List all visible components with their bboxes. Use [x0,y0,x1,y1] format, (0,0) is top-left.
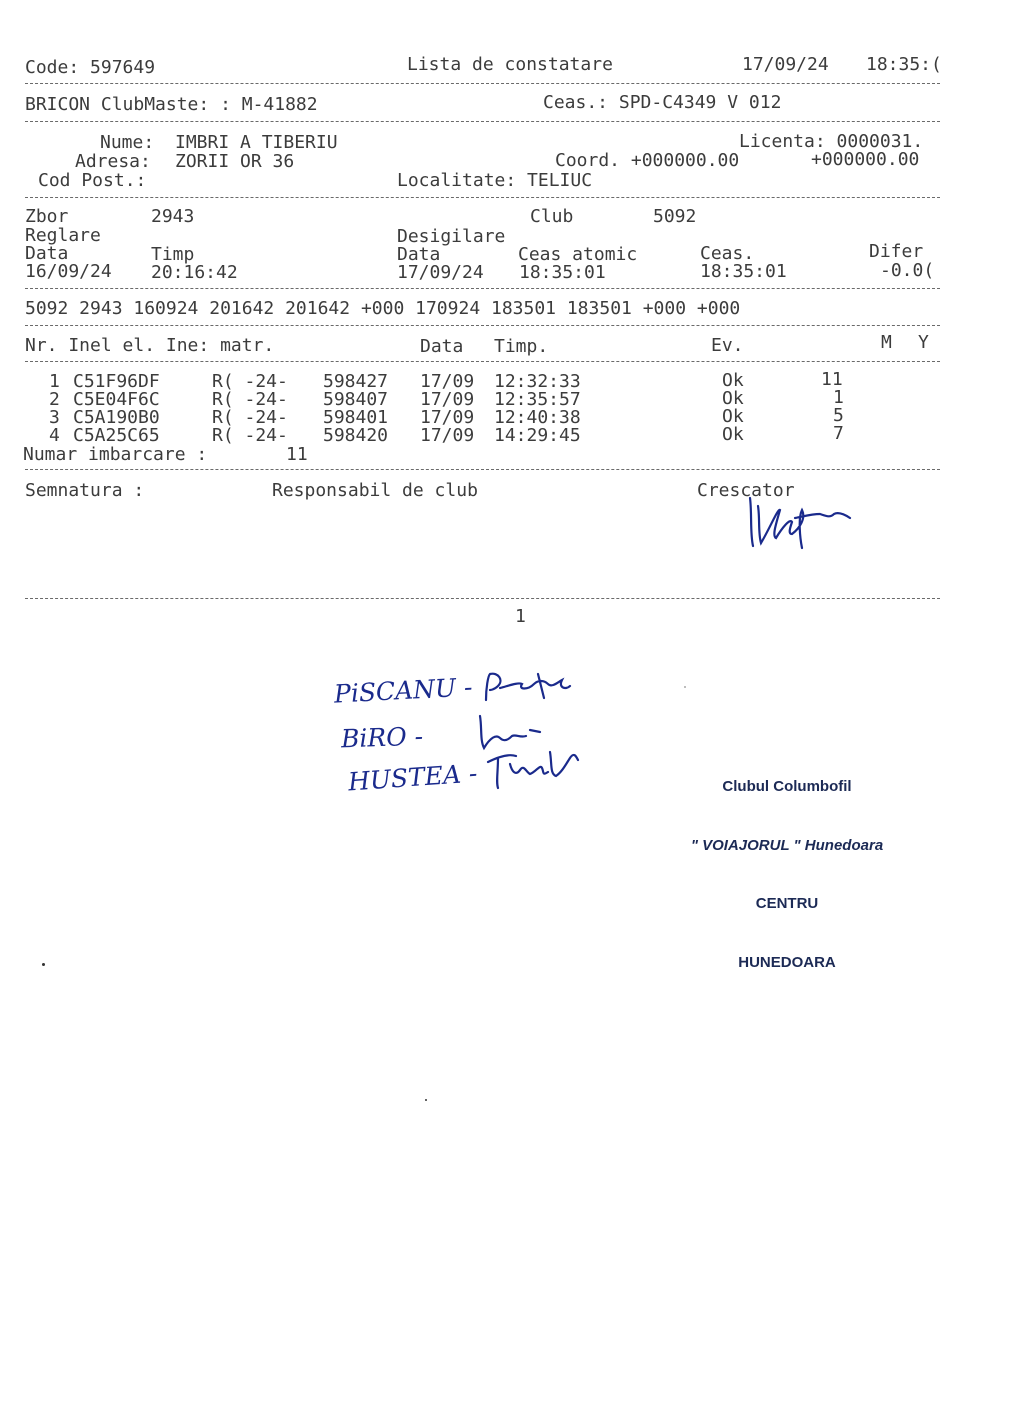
row-date: 17/09 [420,371,475,392]
row-nr: 4 [49,425,60,446]
row-number: 598420 [323,425,389,446]
address-label: Adresa: [75,151,151,172]
handwritten-name-3: HUSTEA - [347,758,479,797]
row-ring: C5E04F6C [73,389,160,410]
row-m: 11 [821,369,843,390]
address-value: ZORII OR 36 [175,151,295,172]
header-data: Data [420,336,464,357]
row-number: 598407 [323,389,389,410]
row-nr: 3 [49,407,60,428]
stamp-line-2: " VOIAJORUL " Hunedoara [690,836,884,854]
header-ev: Ev. [711,335,744,356]
signature-piscanu [478,668,578,708]
code-line: 5092 2943 160924 201642 201642 +000 170924 183501 183501 +000 +000 [25,298,741,319]
stamp-line-3: CENTRU [755,895,819,912]
divider [25,469,940,470]
club-value: 5092 [653,206,697,227]
row-time: 12:32:33 [494,371,581,392]
row-ring: C5A25C65 [73,425,160,446]
coord-second: +000000.00 [811,149,920,170]
reglare-label: Reglare [25,225,101,246]
boarding-value: 11 [286,444,308,465]
speck [684,686,686,688]
stamp-line-4: HUNEDOARA [738,953,836,971]
row-matr: R( -24- [212,425,288,446]
difer-label: Difer [869,241,924,262]
data-label-2: Data [397,244,441,265]
page-number: 1 [515,606,526,627]
coord: Coord. +000000.00 [555,150,740,171]
row-nr: 2 [49,389,60,410]
divider [25,598,940,599]
row-time: 12:35:57 [494,389,581,410]
stamp-line-1: Clubul Columbofil [722,778,852,795]
row-m: 5 [833,405,844,426]
club-responsible-label: Responsabil de club [272,480,478,501]
divider [25,121,940,122]
desigilare-date: 17/09/24 [397,262,484,283]
speck [42,963,45,966]
divider [25,83,940,84]
row-nr: 1 [49,371,60,392]
row-date: 17/09 [420,425,475,446]
atomic-clock-label: Ceas atomic [518,244,638,265]
zbor-label: Zbor [25,206,69,227]
name-value: IMBRI A TIBERIU [175,132,338,153]
signature-hustea [480,742,590,792]
row-matr: R( -24- [212,371,288,392]
clock-id: Ceas.: SPD-C4349 V 012 [543,92,782,113]
row-matr: R( -24- [212,389,288,410]
club-label: Club [530,206,574,227]
atomic-time: 18:35:01 [519,262,606,283]
divider [25,197,940,198]
reglare-date: 16/09/24 [25,261,112,282]
difer-value: -0.0( [880,260,935,281]
zbor-value: 2943 [151,206,195,227]
reglare-time: 20:16:42 [151,262,238,283]
row-ring: C5A190B0 [73,407,160,428]
locality: Localitate: TELIUC [397,170,593,191]
row-matr: R( -24- [212,407,288,428]
header-nr-inel: Nr. Inel el. Ine: matr. [25,335,275,356]
header-y: Y [918,332,929,353]
row-m: 7 [833,423,844,444]
divider [25,325,940,326]
name-label: Nume: [100,132,155,153]
header-date: 17/09/24 [742,54,829,75]
row-time: 14:29:45 [494,425,581,446]
device-model: BRICON ClubMaste: : M-41882 [25,94,318,115]
clock-label: Ceas. [700,243,755,264]
row-m: 1 [833,387,844,408]
signature-label: Semnatura : [25,480,145,501]
breeder-label: Crescator [697,480,795,501]
row-number: 598427 [323,371,389,392]
row-ring: C51F96DF [73,371,160,392]
clock-time: 18:35:01 [700,261,787,282]
header-timp: Timp. [494,336,549,357]
timp-label: Timp [151,244,195,265]
row-date: 17/09 [420,389,475,410]
club-stamp [678,738,896,992]
row-time: 12:40:38 [494,407,581,428]
boarding-label: Numar imbarcare : [23,444,208,465]
row-number: 598401 [323,407,389,428]
divider [25,288,940,289]
code-number: Code: 597649 [25,57,156,78]
row-ev: Ok [722,388,744,409]
handwritten-name-2: BiRO - [340,721,424,754]
divider [25,361,940,362]
handwritten-name-1: PiSCANU - [333,672,474,709]
license: Licenta: 0000031. [739,131,924,152]
speck [425,1099,427,1101]
document-title: Lista de constatare [407,54,613,75]
row-ev: Ok [722,406,744,427]
breeder-signature [740,488,860,558]
data-label: Data [25,243,69,264]
row-ev: Ok [722,424,744,445]
postcode-label: Cod Post.: [38,170,147,191]
row-date: 17/09 [420,407,475,428]
header-time: 18:35:( [866,54,942,75]
header-m: M [881,332,892,353]
row-ev: Ok [722,370,744,391]
desigilare-label: Desigilare [397,226,506,247]
